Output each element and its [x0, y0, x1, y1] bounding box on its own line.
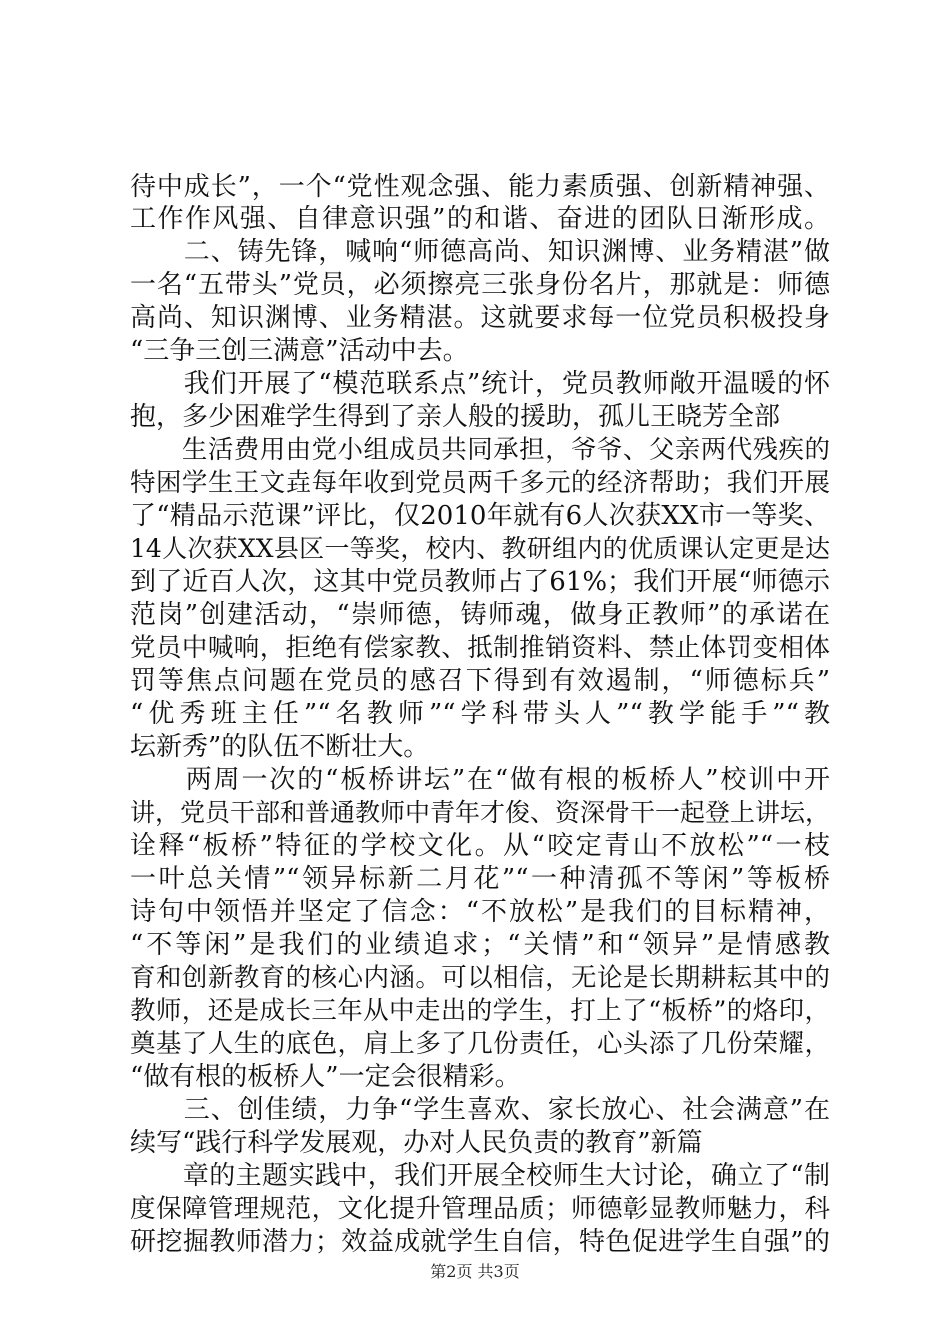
- text-line: “优秀班主任”“名教师”“学科带头人”“教学能手”“教: [130, 699, 830, 729]
- text-line: 二、铸先锋，喊响“师德高尚、知识渊博、业务精湛”做: [130, 237, 830, 267]
- text-line: 高尚、知识渊博、业务精湛。这就要求每一位党员积极投身: [130, 303, 830, 333]
- text-line: 教师，还是成长三年从中走出的学生，打上了“板桥”的烙印，: [130, 996, 830, 1026]
- text-line: 坛新秀”的队伍不断壮大。: [130, 732, 430, 762]
- text-line: 章的主题实践中，我们开展全校师生大讨论，确立了“制: [130, 1161, 830, 1191]
- text-line: 到了近百人次，这其中党员教师占了61%；我们开展“师德示: [130, 567, 830, 597]
- text-line: “做有根的板桥人”一定会很精彩。: [130, 1062, 521, 1092]
- text-line: 范岗”创建活动，“崇师德，铸师魂，做身正教师”的承诺在: [130, 600, 830, 630]
- text-line: 党员中喊响，拒绝有偿家教、抵制推销资料、禁止体罚变相体: [130, 633, 830, 663]
- text-line: 生活费用由党小组成员共同承担，爷爷、父亲两代残疾的: [130, 435, 830, 465]
- text-line: 育和创新教育的核心内涵。可以相信，无论是长期耕耘其中的: [130, 963, 830, 993]
- text-line: 工作作风强、自律意识强”的和谐、奋进的团队日渐形成。: [130, 204, 830, 234]
- text-line: 我们开展了“模范联系点”统计，党员教师敞开温暖的怀: [130, 369, 830, 399]
- text-line: 罚等焦点问题在党员的感召下得到有效遏制，“师德标兵”: [130, 666, 830, 696]
- text-line: 特困学生王文垚每年收到党员两千多元的经济帮助；我们开展: [130, 468, 830, 498]
- text-line: 抱，多少困难学生得到了亲人般的援助，孤儿王晓芳全部: [130, 402, 781, 432]
- text-line: 奠基了人生的底色，肩上多了几份责任，心头添了几份荣耀，: [130, 1029, 830, 1059]
- page-footer: 第2页 共3页: [430, 1262, 520, 1281]
- text-line: 两周一次的“板桥讲坛”在“做有根的板桥人”校训中开: [130, 765, 830, 795]
- text-line: 一叶总关情”“领异标新二月花”“一种清孤不等闲”等板桥: [130, 864, 830, 894]
- text-line: 一名“五带头”党员，必须擦亮三张身份名片，那就是：师德: [130, 270, 830, 300]
- text-line: 讲，党员干部和普通教师中青年才俊、资深骨干一起登上讲坛，: [130, 798, 831, 827]
- text-line: 14人次获XX县区一等奖，校内、教研组内的优质课认定更是达: [130, 534, 830, 563]
- text-line: 度保障管理规范，文化提升管理品质；师德彰显教师魅力，科: [130, 1194, 830, 1224]
- text-line: “三争三创三满意”活动中去。: [130, 336, 469, 366]
- text-line: 了“精品示范课”评比，仅2010年就有6人次获XX市一等奖、: [130, 501, 830, 531]
- text-line: 待中成长”，一个“党性观念强、能力素质强、创新精神强、: [130, 172, 830, 202]
- text-line: 研挖掘教师潜力；效益成就学生自信，特色促进学生自强”的: [130, 1227, 830, 1257]
- text-line: 三、创佳绩，力争“学生喜欢、家长放心、社会满意”在: [130, 1095, 830, 1125]
- text-line: 续写“践行科学发展观，办对人民负责的教育”新篇: [130, 1128, 703, 1158]
- text-line: 诗句中领悟并坚定了信念：“不放松”是我们的目标精神，: [130, 897, 830, 927]
- text-line: “不等闲”是我们的业绩追求；“关情”和“领异”是情感教: [130, 930, 830, 960]
- text-line: 诠释“板桥”特征的学校文化。从“咬定青山不放松”“一枝: [130, 831, 830, 861]
